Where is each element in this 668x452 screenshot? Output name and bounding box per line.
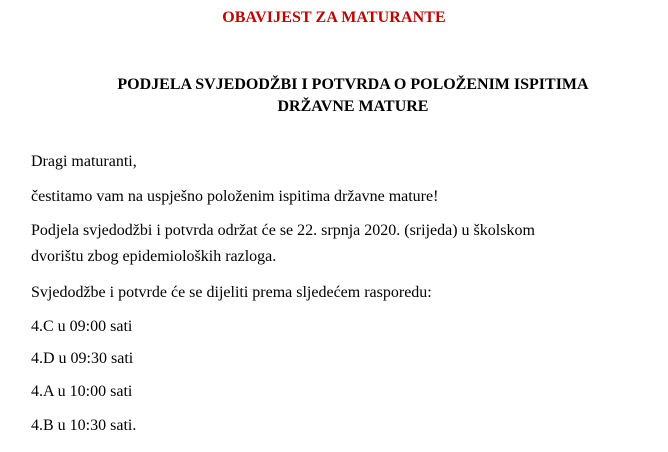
- heading-line-2: DRŽAVNE MATURE: [277, 98, 429, 115]
- greeting: Dragi maturanti,: [31, 153, 137, 170]
- schedule-item: 4.A u 10:00 sati: [31, 383, 133, 400]
- schedule-item: 4.B u 10:30 sati.: [31, 417, 137, 434]
- notice-title: OBAVIJEST ZA MATURANTE: [222, 9, 446, 26]
- info-line-1: Podjela svjedodžbi i potvrda održat će se 22. srpnja 2020. (srijeda) u školskom: [31, 222, 535, 239]
- heading-line-1: PODJELA SVJEDODŽBI I POTVRDA O POLOŽENIM ISPITIMA: [117, 76, 589, 93]
- notice-heading: [0, 74, 668, 118]
- info-line-2: dvorištu zbog epidemioloških razloga.: [31, 248, 277, 265]
- congratulations: čestitamo vam na uspješno položenim ispitima državne mature!: [31, 188, 439, 205]
- schedule-item: 4.D u 09:30 sati: [31, 350, 134, 367]
- schedule-intro: Svjedodžbe i potvrde će se dijeliti prema sljedećem rasporedu:: [31, 284, 432, 301]
- schedule-item: 4.C u 09:00 sati: [31, 318, 133, 335]
